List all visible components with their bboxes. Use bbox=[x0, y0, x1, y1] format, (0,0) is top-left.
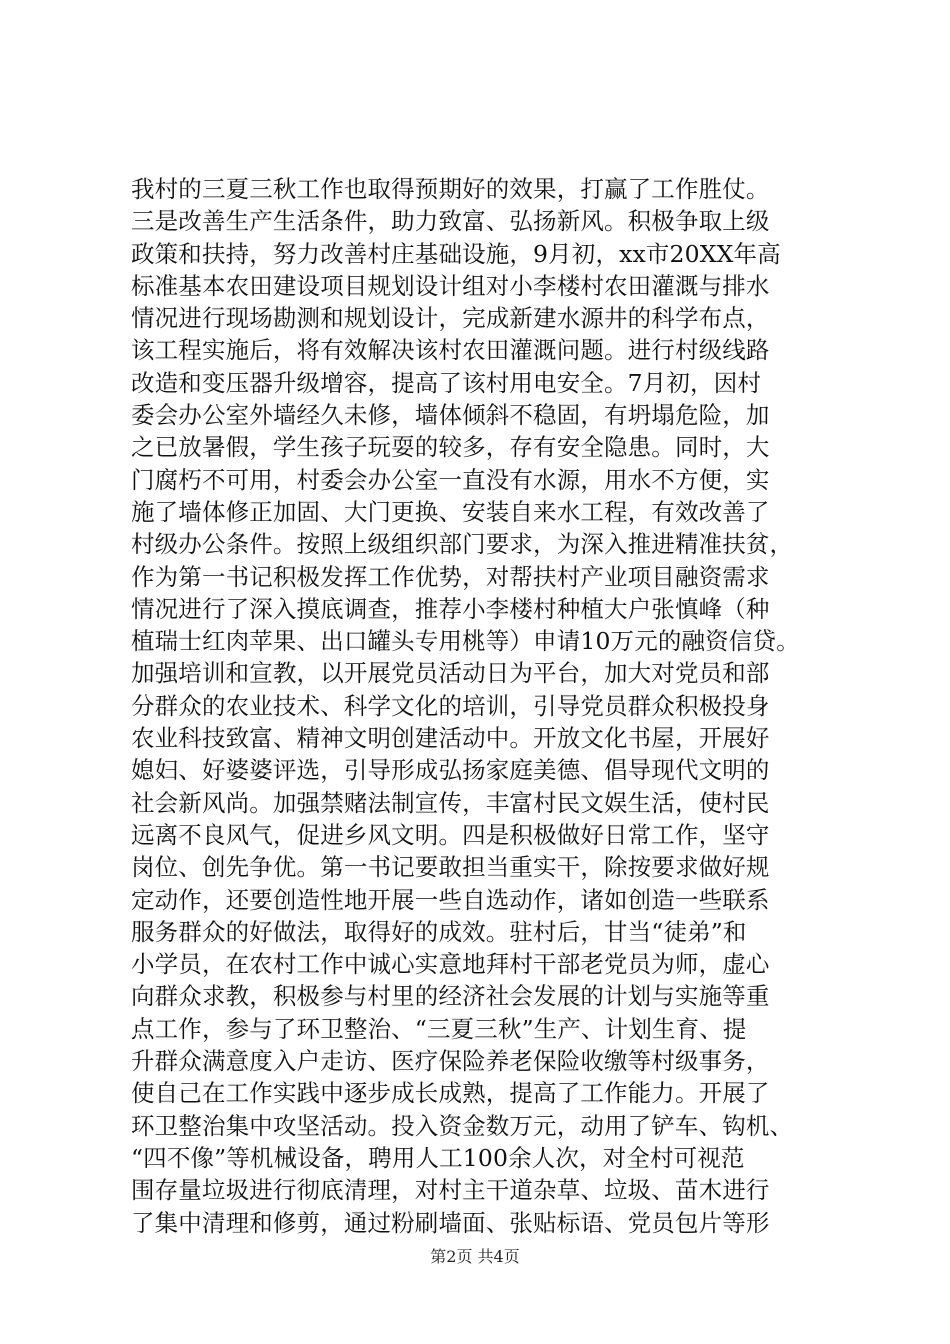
text-line: 分群众的农业技术、科学文化的培训，引导党员群众积极投身 bbox=[131, 691, 770, 720]
text-line: 该工程实施后，将有效解决该村农田灌溉问题。进行村级线路 bbox=[131, 336, 770, 365]
text-line: 我村的三夏三秋工作也取得预期好的效果，打赢了工作胜仗。 bbox=[131, 175, 770, 203]
text-line: 点工作，参与了环卫整治、“三夏三秋”生产、计划生育、提 bbox=[131, 1014, 747, 1043]
text-line: 门腐朽不可用，村委会办公室一直没有水源，用水不方便，实 bbox=[131, 465, 770, 494]
text-line: 环卫整治集中攻坚活动。投入资金数万元，动用了铲车、钩机、 bbox=[131, 1111, 794, 1140]
text-line: 施了墙体修正加固、大门更换、安装自来水工程，有效改善了 bbox=[131, 497, 770, 526]
text-line: 作为第一书记积极发挥工作优势，对帮扶村产业项目融资需求 bbox=[131, 562, 770, 591]
text-line: 向群众求教，积极参与村里的经济社会发展的计划与实施等重 bbox=[131, 982, 770, 1011]
text-line: 政策和扶持，努力改善村庄基础设施，9月初，xx市20XX年高 bbox=[131, 239, 781, 268]
text-line: 远离不良风气，促进乡风文明。四是积极做好日常工作，坚守 bbox=[131, 820, 770, 849]
text-line: 农业科技致富、精神文明创建活动中。开放文化书屋，开展好 bbox=[131, 724, 770, 753]
text-line: 改造和变压器升级增容，提高了该村用电安全。7月初，因村 bbox=[131, 368, 762, 397]
page-number: 第2页 共4页 bbox=[430, 1247, 520, 1266]
text-line: 使自己在工作实践中逐步成长成熟，提高了工作能力。开展了 bbox=[131, 1079, 770, 1108]
text-line: 围存量垃圾进行彻底清理，对村主干道杂草、垃圾、苗木进行 bbox=[131, 1176, 770, 1205]
text-line: 升群众满意度入户走访、医疗保险养老保险收缴等村级事务， bbox=[131, 1047, 770, 1076]
text-line: 加强培训和宣教，以开展党员活动日为平台，加大对党员和部 bbox=[131, 659, 770, 688]
text-line: 标准基本农田建设项目规划设计组对小李楼村农田灌溉与排水 bbox=[131, 271, 770, 300]
text-line: 植瑞士红肉苹果、出口罐头专用桃等）申请10万元的融资信贷。 bbox=[131, 627, 800, 656]
text-line: 委会办公室外墙经久未修，墙体倾斜不稳固，有坍塌危险，加 bbox=[131, 401, 770, 430]
text-line: 之已放暑假，学生孩子玩耍的较多，存有安全隐患。同时，大 bbox=[131, 433, 770, 462]
text-line: 小学员，在农村工作中诚心实意地拜村干部老党员为师，虚心 bbox=[131, 950, 770, 979]
text-line: 岗位、创先争优。第一书记要敢担当重实干，除按要求做好规 bbox=[131, 853, 770, 882]
text-line: 定动作，还要创造性地开展一些自选动作，诸如创造一些联系 bbox=[131, 885, 770, 914]
text-line: 了集中清理和修剪，通过粉刷墙面、张贴标语、党员包片等形 bbox=[131, 1208, 770, 1237]
text-line: 服务群众的好做法，取得好的成效。驻村后，甘当“徒弟”和 bbox=[131, 917, 747, 946]
text-line: 三是改善生产生活条件，助力致富、弘扬新风。积极争取上级 bbox=[131, 207, 770, 236]
text-line: 社会新风尚。加强禁赌法制宣传，丰富村民文娱生活，使村民 bbox=[131, 788, 770, 817]
page-footer bbox=[0, 1244, 950, 1267]
text-line: 情况进行现场勘测和规划设计，完成新建水源井的科学布点， bbox=[131, 304, 770, 333]
text-line: 媳妇、好婆婆评选，引导形成弘扬家庭美德、倡导现代文明的 bbox=[131, 756, 770, 785]
text-line: 情况进行了深入摸底调查，推荐小李楼村种植大户张慎峰（种 bbox=[131, 594, 770, 623]
text-line: “四不像”等机械设备，聘用人工100余人次，对全村可视范 bbox=[131, 1143, 745, 1172]
text-line: 村级办公条件。按照上级组织部门要求，为深入推进精准扶贫， bbox=[131, 530, 794, 559]
body-text bbox=[131, 173, 831, 1239]
